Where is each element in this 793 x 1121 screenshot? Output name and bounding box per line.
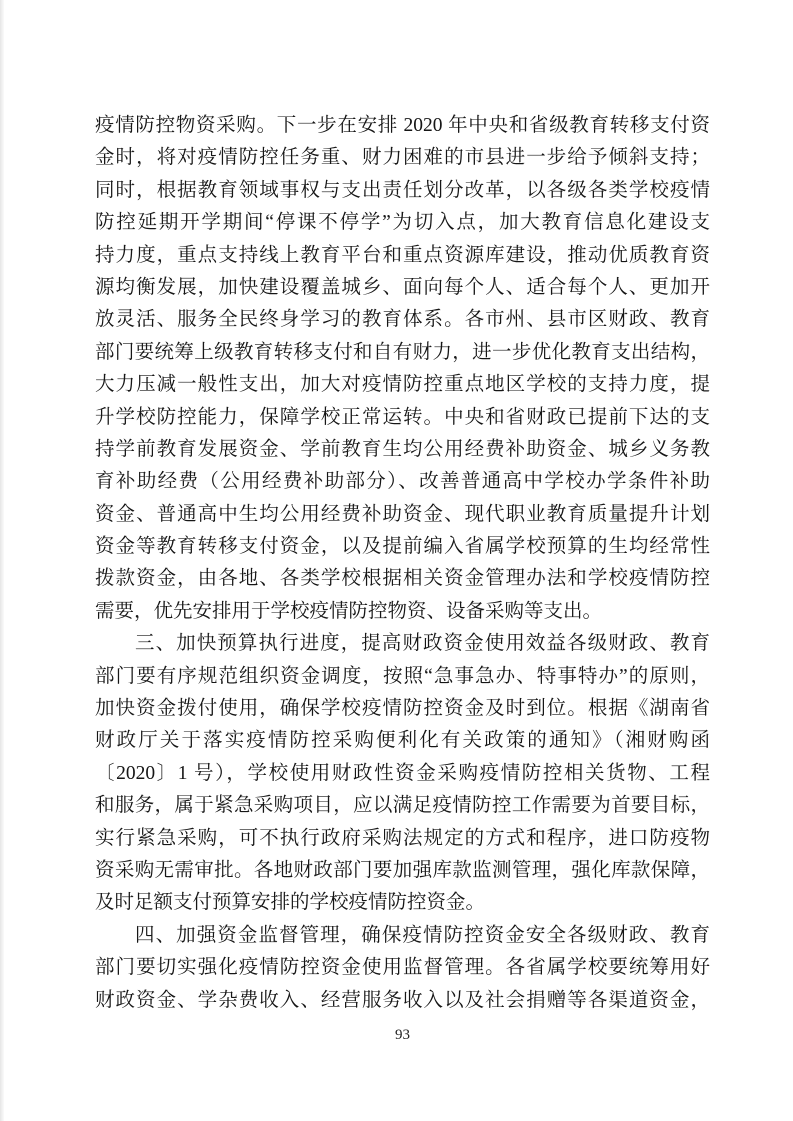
text-line: 疫情防控物资采购。下一步在安排 2020 年中央和省级教育转移支付资 [95, 115, 710, 136]
text-line: 源均衡发展，加快建设覆盖城乡、面向每个人、适合每个人、更加开 [95, 276, 710, 298]
text-line: 部门要有序规范组织资金调度，按照“急事急办、特事特办”的原则， [95, 665, 710, 687]
text-line: 金时，将对疫情防控任务重、财力困难的市县进一步给予倾斜支持； [95, 147, 710, 169]
text-line: 财政厅关于落实疫情防控采购便利化有关政策的通知》（湘财购函 [95, 730, 710, 752]
section-heading-line: 三、加快预算执行进度，提高财政资金使用效益各级财政、教育 [135, 633, 710, 655]
text-line: 实行紧急采购，可不执行政府采购法规定的方式和程序，进口防疫物 [95, 827, 710, 849]
text-line: 加快资金拨付使用，确保学校疫情防控资金及时到位。根据《湖南省 [95, 698, 710, 720]
text-line: 拨款资金，由各地、各类学校根据相关资金管理办法和学校疫情防控 [95, 568, 710, 590]
text-line: 资金等教育转移支付资金，以及提前编入省属学校预算的生均经常性 [95, 536, 710, 558]
document-body [95, 110, 710, 1017]
text-line: 部门要统筹上级教育转移支付和自有财力，进一步优化教育支出结构， [95, 341, 710, 363]
text-line: 需要，优先安排用于学校疫情防控物资、设备采购等支出。 [95, 600, 603, 622]
text-line: 资采购无需审批。各地财政部门要加强库款监测管理，强化库款保障， [95, 859, 710, 881]
text-line: 〔2020〕1 号），学校使用财政性资金采购疫情防控相关货物、工程 [95, 762, 710, 784]
text-line: 财政资金、学杂费收入、经营服务收入以及社会捐赠等各渠道资金， [95, 989, 710, 1011]
text-line: 防控延期开学期间“停课不停学”为切入点，加大教育信息化建设支 [95, 212, 710, 234]
text-line: 持学前教育发展资金、学前教育生均公用经费补助资金、城乡义务教 [95, 438, 710, 460]
text-line: 育补助经费（公用经费补助部分）、改善普通高中学校办学条件补助 [95, 471, 710, 493]
text-line: 及时足额支付预算安排的学校疫情防控资金。 [95, 892, 486, 914]
text-line: 放灵活、服务全民终身学习的教育体系。各市州、县市区财政、教育 [95, 309, 710, 331]
text-line: 升学校防控能力，保障学校正常运转。中央和省财政已提前下达的支 [95, 406, 710, 428]
text-line: 同时，根据教育领域事权与支出责任划分改革，以各级各类学校疫情 [95, 179, 710, 201]
text-line: 资金、普通高中生均公用经费补助资金、现代职业教育质量提升计划 [95, 503, 710, 525]
page-number: 93 [395, 1027, 410, 1043]
text-line: 大力压减一般性支出，加大对疫情防控重点地区学校的支持力度，提 [95, 374, 710, 396]
text-line: 和服务，属于紧急采购项目，应以满足疫情防控工作需要为首要目标， [95, 795, 710, 817]
text-line: 持力度，重点支持线上教育平台和重点资源库建设，推动优质教育资 [95, 244, 710, 266]
text-line: 部门要切实强化疫情防控资金使用监督管理。各省属学校要统筹用好 [95, 957, 710, 979]
section-heading-line: 四、加强资金监督管理，确保疫情防控资金安全各级财政、教育 [135, 924, 710, 946]
